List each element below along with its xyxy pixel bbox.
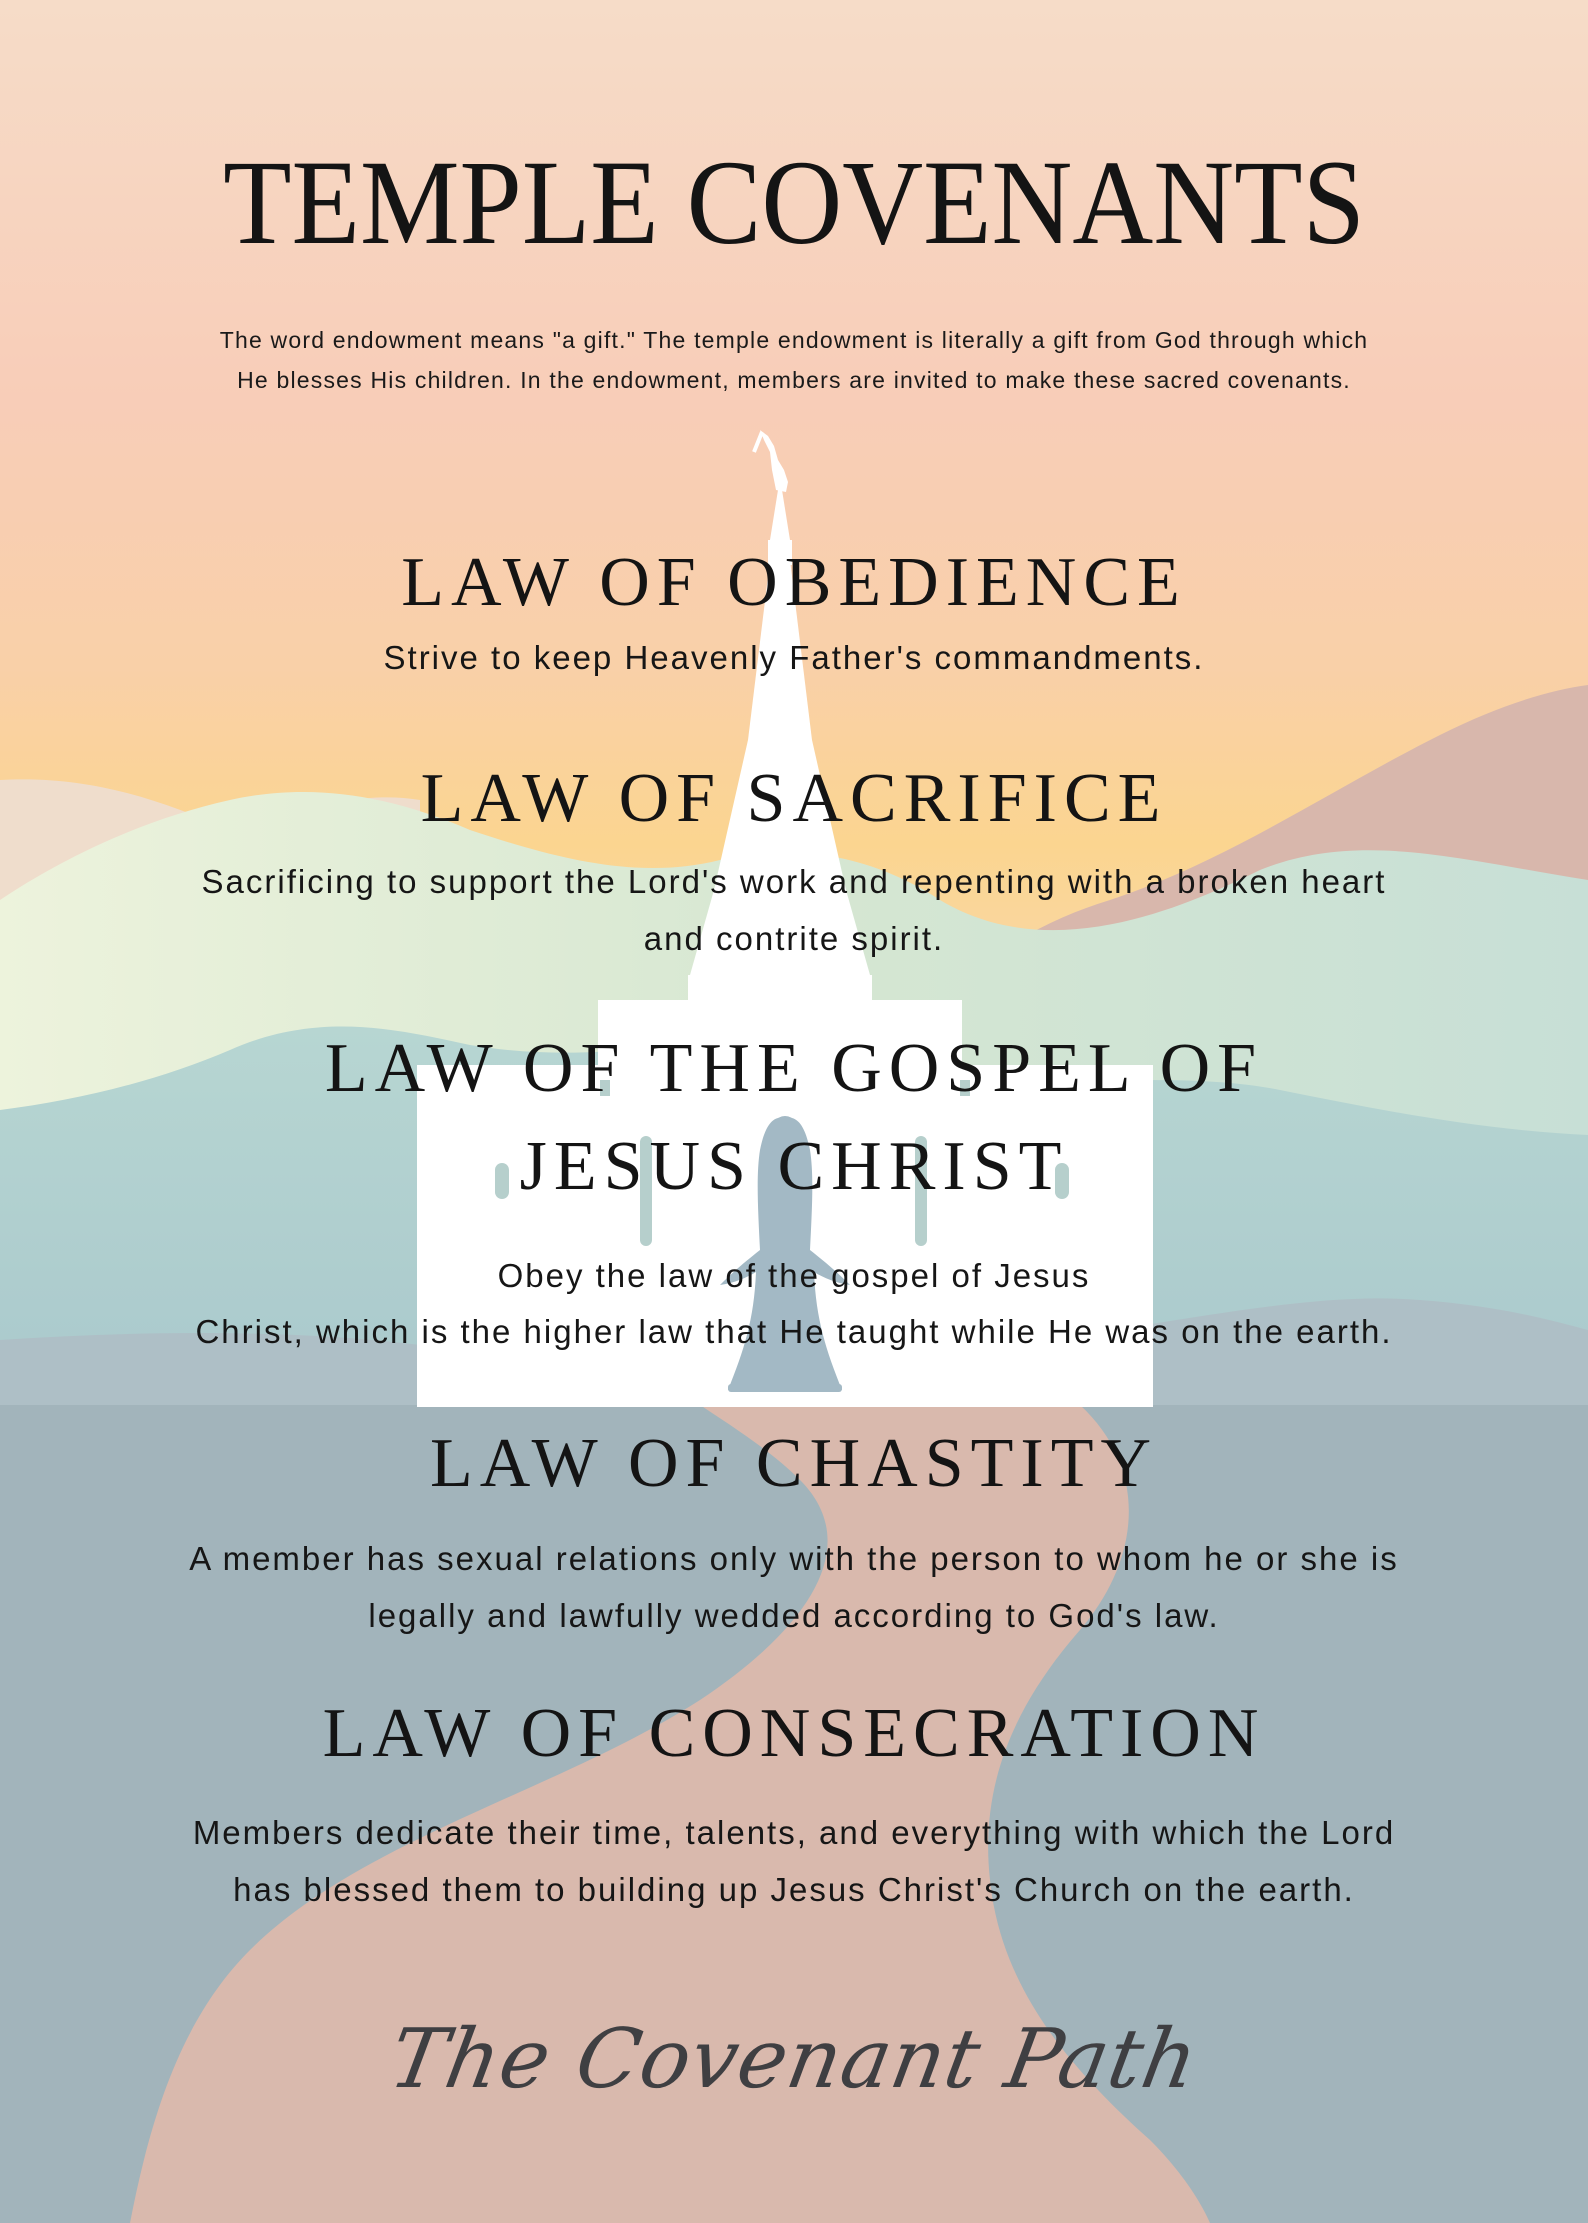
desc-law-of-chastity-line-2: legally and lawfully wedded according to God's law. [368, 1597, 1220, 1634]
heading-law-of-consecration: LAW OF CONSECRATION [322, 1695, 1266, 1772]
heading-law-of-the-gospel-line-1: LAW OF THE GOSPEL OF [324, 1030, 1264, 1107]
intro-line-2: He blesses His children. In the endowment, members are invited to make these sacred covenants. [237, 367, 1351, 393]
desc-law-of-obedience: Strive to keep Heavenly Father's commandments. [383, 639, 1205, 676]
desc-law-of-sacrifice-line-1: Sacrificing to support the Lord's work and repenting with a broken heart [201, 863, 1387, 900]
desc-law-of-the-gospel-line-2: Christ, which is the higher law that He taught while He was on the earth. [195, 1313, 1393, 1350]
desc-law-of-chastity-line-1: A member has sexual relations only with the person to whom he or she is [189, 1540, 1399, 1577]
heading-law-of-the-gospel-line-2: JESUS CHRIST [519, 1128, 1069, 1205]
signature-the-covenant-path: The Covenant Path [382, 2012, 1206, 2107]
desc-law-of-consecration-line-1: Members dedicate their time, talents, and everything with which the Lord [192, 1814, 1396, 1851]
heading-law-of-obedience: LAW OF OBEDIENCE [401, 544, 1187, 621]
desc-law-of-sacrifice-line-2: and contrite spirit. [643, 920, 945, 957]
heading-law-of-sacrifice: LAW OF SACRIFICE [420, 760, 1168, 837]
desc-law-of-the-gospel-line-1: Obey the law of the gospel of Jesus [497, 1257, 1091, 1294]
intro-line-1: The word endowment means "a gift." The temple endowment is literally a gift from God through which [219, 327, 1369, 353]
desc-law-of-consecration-line-2: has blessed them to building up Jesus Christ's Church on the earth. [233, 1871, 1355, 1908]
page-title: TEMPLE COVENANTS [223, 136, 1365, 270]
heading-law-of-chastity: LAW OF CHASTITY [429, 1425, 1159, 1502]
